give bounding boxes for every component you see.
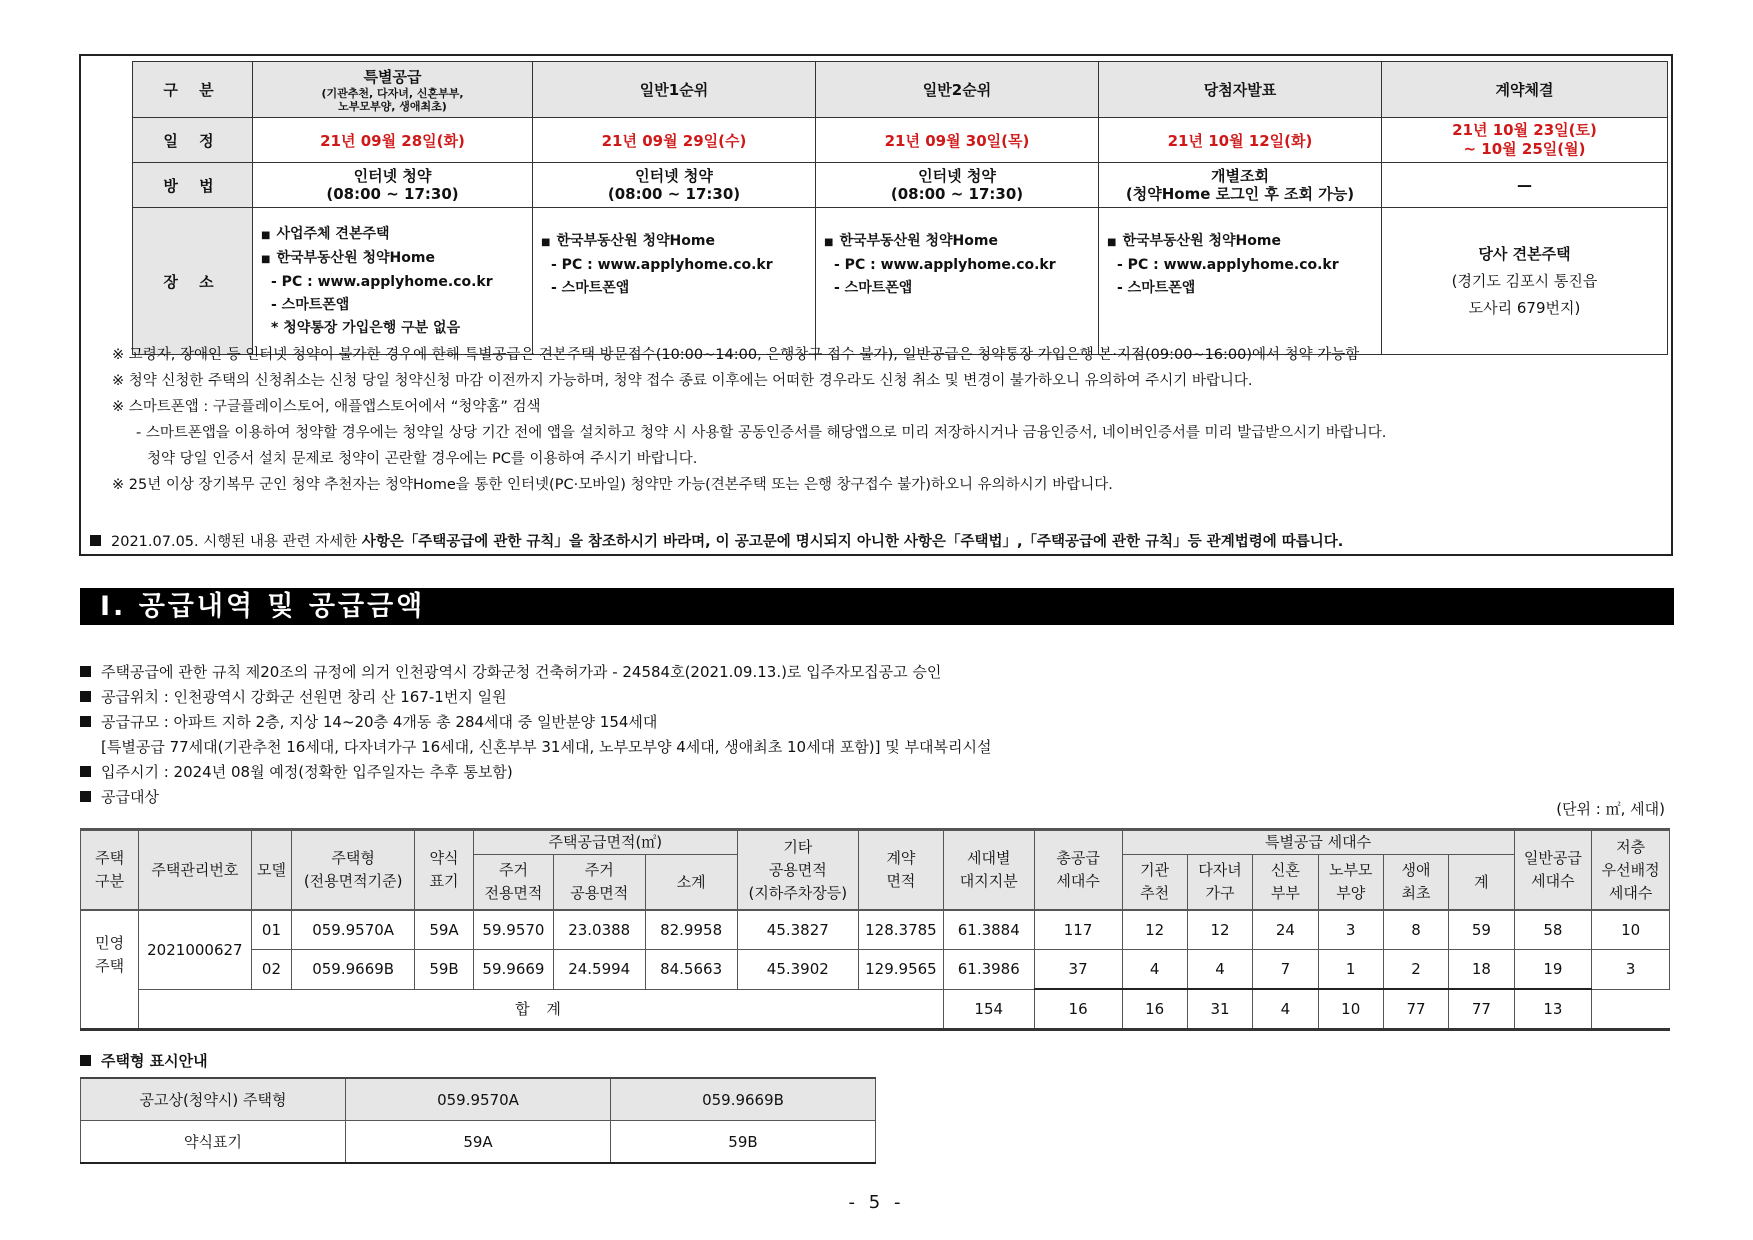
note-5: 청약 당일 인증서 설치 문제로 청약이 곤란할 경우에는 PC를 이용하여 주시기 바랍니다. bbox=[147, 451, 698, 467]
table-cell: 117 bbox=[1034, 910, 1122, 950]
col-sp-sum: 계 bbox=[1449, 855, 1514, 911]
table-cell: 59A bbox=[414, 910, 473, 950]
total-cell: 16 bbox=[1122, 989, 1187, 1030]
schedule-footer: 2021.07.05. 시행된 내용 관련 자세한 사항은「주택공급에 관한 규칙」을 참조하시기 바라며, 이 공고문에 명시되지 아니한 사항은「주택법」,「주택공급에 관한 규칙」등 관계법령에 따릅니다. bbox=[90, 530, 1665, 551]
total-cell: 77 bbox=[1383, 989, 1448, 1030]
date-announce: 21년 10월 12일(화) bbox=[1099, 118, 1382, 163]
place-special: ■ 사업주체 견본주택 ■ 한국부동산원 청약Home - PC : www.applyhome.co.kr - 스마트폰앱 * 청약통장 가입은행 구분 없음 bbox=[253, 208, 533, 355]
table-cell: 7 bbox=[1253, 950, 1318, 990]
col-sp-multi: 다자녀 가구 bbox=[1187, 855, 1252, 911]
table-cell: 129.9565 bbox=[859, 950, 944, 990]
method-contract: — bbox=[1382, 163, 1668, 208]
col-sp-newly: 신혼 부부 bbox=[1253, 855, 1318, 911]
unit-label: (단위 : ㎡, 세대) bbox=[1556, 800, 1665, 818]
table-cell: 23.0388 bbox=[553, 910, 645, 950]
info-line-5: 공급대상 bbox=[80, 785, 1680, 810]
total-cell: 77 bbox=[1449, 989, 1514, 1030]
table-cell: 37 bbox=[1034, 950, 1122, 990]
row-label-method: 방 법 bbox=[133, 163, 253, 208]
info-line-4: 입주시기 : 2024년 08월 예정(정확한 입주일자는 추후 통보함) bbox=[80, 760, 1680, 785]
col-area-group: 주택공급면적(㎡) bbox=[474, 830, 737, 855]
row-label-date: 일 정 bbox=[133, 118, 253, 163]
method-general2: 인터넷 청약 (08:00 ~ 17:30) bbox=[816, 163, 1099, 208]
square-bullet-icon bbox=[80, 716, 91, 727]
table-cell: 59B bbox=[611, 1121, 876, 1164]
row-label-place: 장 소 bbox=[133, 208, 253, 355]
col-mgmt-no: 주택관리번호 bbox=[139, 830, 251, 911]
col-special-group: 특별공급 세대수 bbox=[1122, 830, 1514, 855]
supply-info bbox=[80, 660, 1680, 810]
table-cell: 12 bbox=[1187, 910, 1252, 950]
col-other-area: 기타 공용면적 (지하주차장등) bbox=[737, 830, 859, 911]
table-cell: 10 bbox=[1592, 910, 1670, 950]
table-cell: 24.5994 bbox=[553, 950, 645, 990]
schedule-table bbox=[132, 61, 1668, 355]
header-category: 구 분 bbox=[133, 62, 253, 118]
table-cell: 59A bbox=[346, 1121, 611, 1164]
table-cell: 84.5663 bbox=[645, 950, 737, 990]
table-cell: 82.9958 bbox=[645, 910, 737, 950]
table-cell: 3 bbox=[1318, 910, 1383, 950]
table-cell: 59.9570 bbox=[474, 910, 554, 950]
type-row2-label: 약식표기 bbox=[81, 1121, 346, 1164]
total-cell: 154 bbox=[943, 989, 1034, 1030]
square-bullet-icon bbox=[80, 691, 91, 702]
total-cell: 10 bbox=[1318, 989, 1383, 1030]
header-contract: 계약체결 bbox=[1382, 62, 1668, 118]
table-cell: 059.9669B bbox=[611, 1078, 876, 1121]
square-bullet-icon bbox=[90, 535, 101, 546]
header-general1: 일반1순위 bbox=[533, 62, 816, 118]
col-land-share: 세대별 대지지분 bbox=[943, 830, 1034, 911]
col-general: 일반공급 세대수 bbox=[1514, 830, 1592, 911]
header-announce: 당첨자발표 bbox=[1099, 62, 1382, 118]
table-cell: 3 bbox=[1592, 950, 1670, 990]
type-row1-label: 공고상(청약시) 주택형 bbox=[81, 1078, 346, 1121]
note-3: ※ 스마트폰앱 : 구글플레이스토어, 애플앱스토어에서 “청약홈” 검색 bbox=[112, 399, 541, 415]
col-subtotal: 소계 bbox=[645, 855, 737, 911]
date-contract: 21년 10월 23일(토) ~ 10월 25일(월) bbox=[1382, 118, 1668, 163]
table-cell: 2 bbox=[1383, 950, 1448, 990]
table-cell: 12 bbox=[1122, 910, 1187, 950]
table-cell: 59B bbox=[414, 950, 473, 990]
total-label: 합 계 bbox=[139, 989, 944, 1030]
total-cell: 4 bbox=[1253, 989, 1318, 1030]
col-low-floor: 저층 우선배정 세대수 bbox=[1592, 830, 1670, 911]
note-2: ※ 청약 신청한 주택의 신청취소는 신청 당일 청약신청 마감 이전까지 가능하며, 청약 접수 종료 이후에는 어떠한 경우라도 신청 취소 및 변경이 불가하오니 유의하여 주시기 바랍니다. bbox=[112, 373, 1253, 389]
place-general2: ■ 한국부동산원 청약Home - PC : www.applyhome.co.kr - 스마트폰앱 bbox=[816, 208, 1099, 355]
col-contract-area: 계약 면적 bbox=[859, 830, 944, 911]
date-general2: 21년 09월 30일(목) bbox=[816, 118, 1099, 163]
table-cell: 02 bbox=[251, 950, 292, 990]
place-announce: ■ 한국부동산원 청약Home - PC : www.applyhome.co.kr - 스마트폰앱 bbox=[1099, 208, 1382, 355]
table-cell: 059.9570A bbox=[346, 1078, 611, 1121]
table-cell: 4 bbox=[1187, 950, 1252, 990]
place-general1: ■ 한국부동산원 청약Home - PC : www.applyhome.co.kr - 스마트폰앱 bbox=[533, 208, 816, 355]
col-res-common: 주거 공용면적 bbox=[553, 855, 645, 911]
table-cell: 61.3884 bbox=[943, 910, 1034, 950]
square-bullet-icon bbox=[80, 766, 91, 777]
type-guide-table bbox=[80, 1077, 876, 1164]
table-cell: 45.3902 bbox=[737, 950, 859, 990]
col-abbr: 약식 표기 bbox=[414, 830, 473, 911]
page-number: - 5 - bbox=[848, 1192, 905, 1213]
table-cell: 58 bbox=[1514, 910, 1592, 950]
date-special: 21년 09월 28일(화) bbox=[253, 118, 533, 163]
supply-table bbox=[80, 828, 1670, 1031]
table-cell: 45.3827 bbox=[737, 910, 859, 950]
method-general1: 인터넷 청약 (08:00 ~ 17:30) bbox=[533, 163, 816, 208]
total-cell: 13 bbox=[1514, 989, 1592, 1030]
type-guide-title: 주택형 표시안내 bbox=[80, 1050, 208, 1071]
table-cell: 01 bbox=[251, 910, 292, 950]
table-cell: 59.9669 bbox=[474, 950, 554, 990]
table-cell: 059.9570A bbox=[292, 910, 415, 950]
square-bullet-icon bbox=[80, 1055, 91, 1066]
table-cell: 19 bbox=[1514, 950, 1592, 990]
table-cell: 18 bbox=[1449, 950, 1514, 990]
table-cell: 1 bbox=[1318, 950, 1383, 990]
note-1: ※ 고령자, 장애인 등 인터넷 청약이 불가한 경우에 한해 특별공급은 견본주택 방문접수(10:00~14:00, 은행창구 접수 불가), 일반공급은 청약통장 가입은행 본·지점(09:00~16:00)에서 청약 가능함 bbox=[112, 347, 1360, 363]
method-special: 인터넷 청약 (08:00 ~ 17:30) bbox=[253, 163, 533, 208]
info-line-3b: [특별공급 77세대(기관추천 16세대, 다자녀가구 16세대, 신혼부부 31세대, 노부모부양 4세대, 생애최초 10세대 포함)] 및 부대복리시설 bbox=[101, 738, 992, 756]
col-type: 주택 구분 bbox=[81, 830, 139, 911]
date-general1: 21년 09월 29일(수) bbox=[533, 118, 816, 163]
section-title: Ⅰ. 공급내역 및 공급금액 bbox=[80, 588, 1674, 625]
note-6: ※ 25년 이상 장기복무 군인 청약 추천자는 청약Home을 통한 인터넷(PC·모바일) 청약만 가능(견본주택 또는 은행 창구접수 불가)하오니 유의하시기 바랍니다. bbox=[112, 477, 1113, 493]
col-house-type: 주택형 (전용면적기준) bbox=[292, 830, 415, 911]
col-model: 모델 bbox=[251, 830, 292, 911]
col-sp-elder: 노부모 부양 bbox=[1318, 855, 1383, 911]
schedule-notes bbox=[112, 342, 1672, 498]
cell-category: 민영 주택 bbox=[81, 910, 139, 1030]
info-line-2: 공급위치 : 인천광역시 강화군 선원면 창리 산 167-1번지 일원 bbox=[80, 685, 1680, 710]
col-sp-inst: 기관 추천 bbox=[1122, 855, 1187, 911]
col-total-supply: 총공급 세대수 bbox=[1034, 830, 1122, 911]
table-cell: 59 bbox=[1449, 910, 1514, 950]
info-line-3: 공급규모 : 아파트 지하 2층, 지상 14~20층 4개동 총 284세대 중 일반분양 154세대 bbox=[80, 710, 1680, 735]
info-line-1: 주택공급에 관한 규칙 제20조의 규정에 의거 인천광역시 강화군청 건축허가과 - 24584호(2021.09.13.)로 입주자모집공고 승인 bbox=[80, 660, 1680, 685]
col-res-excl: 주거 전용면적 bbox=[474, 855, 554, 911]
cell-mgmt-no: 2021000627 bbox=[139, 910, 251, 989]
square-bullet-icon bbox=[80, 666, 91, 677]
table-cell: 128.3785 bbox=[859, 910, 944, 950]
note-4: - 스마트폰앱을 이용하여 청약할 경우에는 청약일 상당 기간 전에 앱을 설치하고 청약 시 사용할 공동인증서를 해당앱으로 미리 저장하시거나 금융인증서, 네이버인증서를 미리 발급받으시기 바랍니다. bbox=[136, 425, 1387, 441]
header-special: 특별공급 (기관추천, 다자녀, 신혼부부, 노부모부양, 생애최초) bbox=[253, 62, 533, 118]
col-sp-first: 생애 최초 bbox=[1383, 855, 1448, 911]
method-announce: 개별조회 (청약Home 로그인 후 조회 가능) bbox=[1099, 163, 1382, 208]
place-contract: 당사 견본주택 (경기도 김포시 통진읍 도사리 679번지) bbox=[1382, 208, 1668, 355]
table-cell: 61.3986 bbox=[943, 950, 1034, 990]
table-cell: 4 bbox=[1122, 950, 1187, 990]
total-cell: 16 bbox=[1034, 989, 1122, 1030]
square-bullet-icon bbox=[80, 791, 91, 802]
table-cell: 8 bbox=[1383, 910, 1448, 950]
table-cell: 24 bbox=[1253, 910, 1318, 950]
header-general2: 일반2순위 bbox=[816, 62, 1099, 118]
total-cell: 31 bbox=[1187, 989, 1252, 1030]
table-cell: 059.9669B bbox=[292, 950, 415, 990]
